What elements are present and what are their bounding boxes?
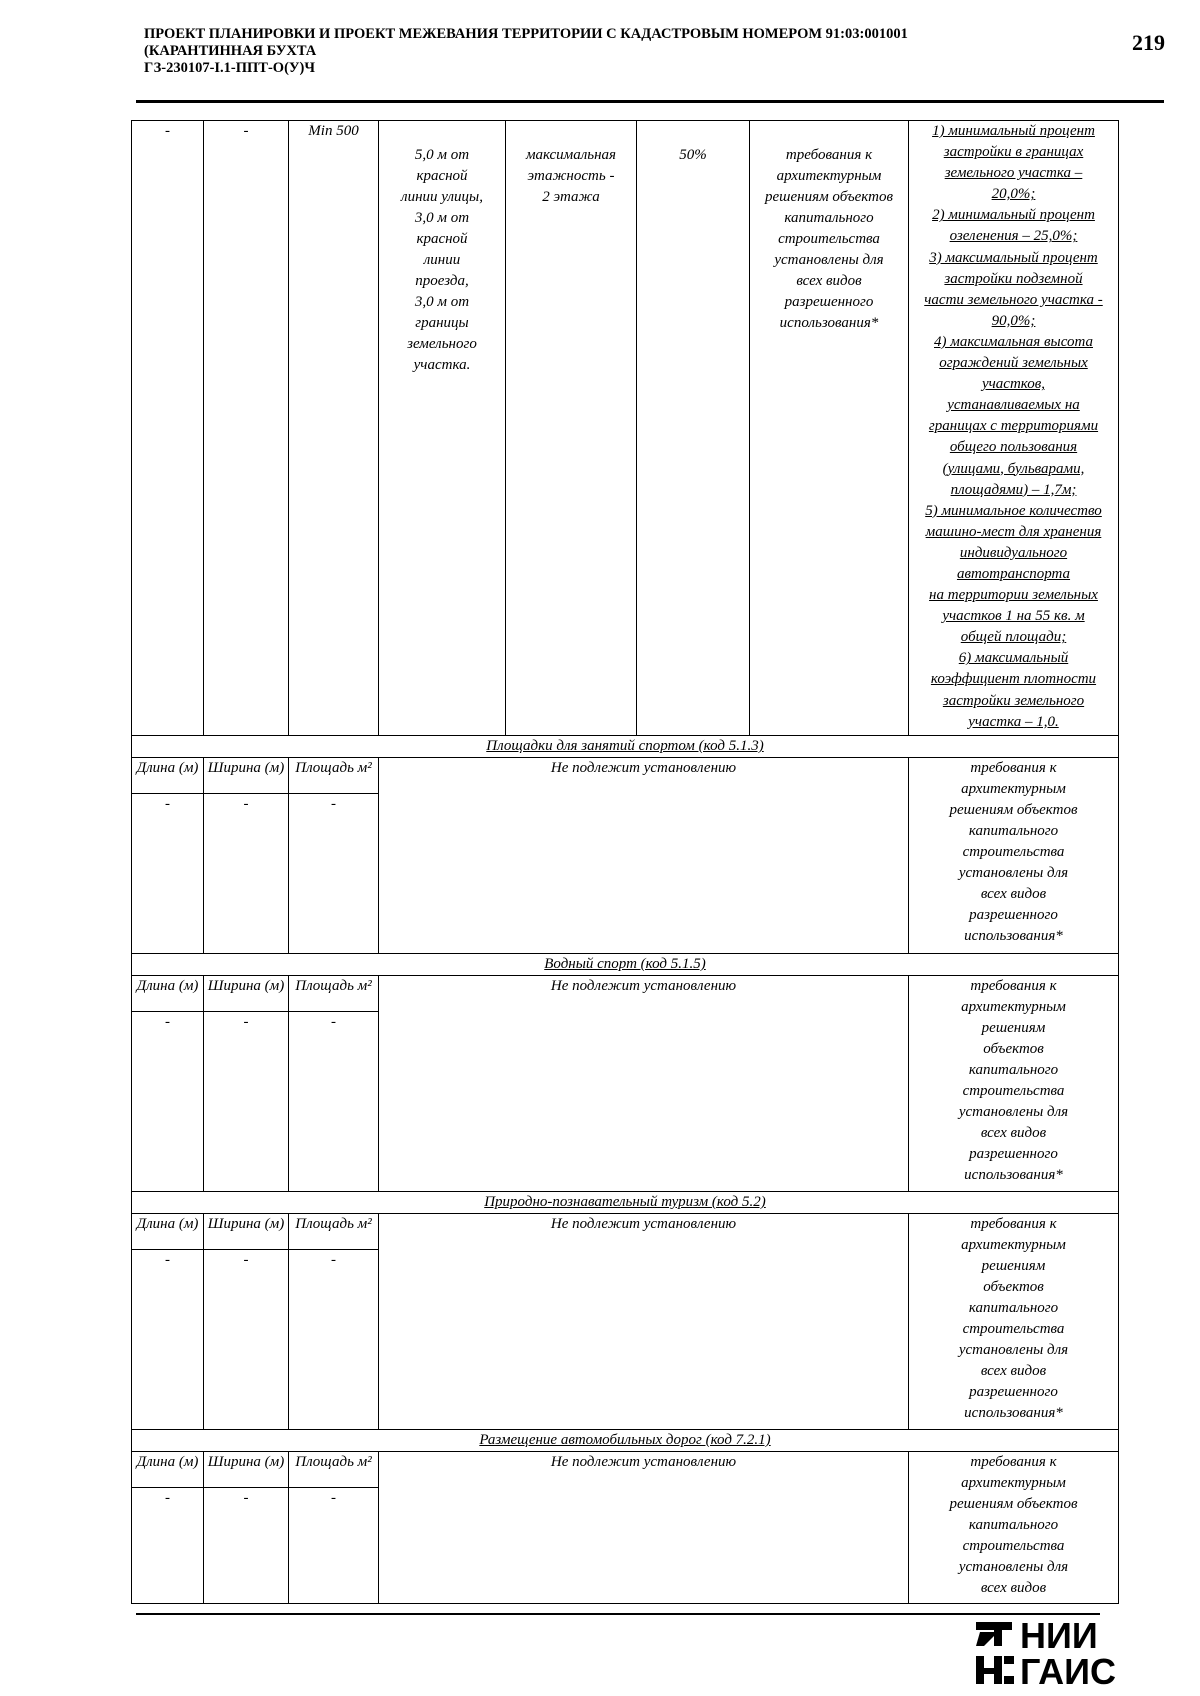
cell-width: - xyxy=(204,1250,289,1430)
logo-text-top: НИИ xyxy=(1020,1618,1098,1656)
cell-not-subject: Не подлежит установлению xyxy=(379,1452,909,1604)
text-line: застройки в границах xyxy=(943,144,1084,161)
section-title: Площадки для занятий спортом (код 5.1.3) xyxy=(132,736,1119,758)
text-line: капитального xyxy=(968,1300,1059,1316)
cell-area: Min 500 xyxy=(289,121,379,736)
text-line: всех видов xyxy=(980,1125,1047,1141)
cell-not-subject: Не подлежит установлению xyxy=(379,1214,909,1430)
logo-text-bottom: ГАИС xyxy=(1020,1651,1117,1688)
text-line: озеленения – 25,0%; xyxy=(949,228,1078,245)
text-line: требования к xyxy=(970,760,1057,776)
cell-length: - xyxy=(132,121,204,736)
col-header-length: Длина (м) xyxy=(132,1214,204,1250)
text-line: требования к xyxy=(970,978,1057,994)
text-line: установлены для xyxy=(958,865,1069,881)
text-line: автотранспорта xyxy=(956,565,1071,582)
text-line: 1) минимальный процент xyxy=(932,123,1095,139)
text-line: строительства xyxy=(962,1538,1065,1554)
text-line: архитектурным xyxy=(961,1475,1066,1491)
text-line: максимальная xyxy=(525,147,617,163)
cell-length: - xyxy=(132,794,204,954)
text-line: требования к xyxy=(970,1216,1057,1232)
text-line: земельного xyxy=(407,336,477,352)
text-line: разрешенного xyxy=(969,1384,1058,1400)
cell-area: - xyxy=(289,794,379,954)
document-header xyxy=(144,26,1104,77)
regulations-table xyxy=(131,120,1119,1604)
cell-other-parameters xyxy=(909,121,1119,736)
text-line: 3) максимальный процент xyxy=(929,249,1098,266)
text-line: использования* xyxy=(964,928,1063,944)
text-line: линии улицы, xyxy=(401,189,483,205)
cell-arch-requirements xyxy=(909,976,1119,1192)
footer-rule xyxy=(136,1613,1100,1615)
cell-width: - xyxy=(204,1488,289,1604)
text-line: объектов xyxy=(983,1279,1044,1295)
text-line: установлены для xyxy=(958,1104,1069,1120)
text-line: машино-мест для хранения xyxy=(925,523,1102,540)
cell-length: - xyxy=(132,1488,204,1604)
section-title: Водный спорт (код 5.1.5) xyxy=(132,954,1119,976)
text-line: использования* xyxy=(964,1405,1063,1421)
text-line: разрешенного xyxy=(969,907,1058,923)
text-line: 4) максимальная высота xyxy=(934,333,1093,350)
cell-arch-requirements xyxy=(909,1452,1119,1604)
text-line: общей площади; xyxy=(960,629,1067,646)
section-title-row xyxy=(132,736,1119,758)
text-line: 3,0 м от xyxy=(414,210,470,226)
text-line: участка – 1,0. xyxy=(968,713,1059,730)
col-header-length: Длина (м) xyxy=(132,976,204,1012)
text-line: капитального xyxy=(968,1062,1059,1078)
cell-area: - xyxy=(289,1250,379,1430)
col-header-length: Длина (м) xyxy=(132,1452,204,1488)
col-header-width: Ширина (м) xyxy=(204,976,289,1012)
text-line: разрешенного xyxy=(784,294,874,310)
cell-floors xyxy=(506,121,637,736)
text-line: застройки земельного xyxy=(942,692,1085,709)
text-line: капитального xyxy=(784,210,874,226)
table-row xyxy=(132,121,1119,736)
text-line: установлены для xyxy=(958,1559,1069,1575)
text-line: 90,0%; xyxy=(991,312,1036,329)
text-line: границы xyxy=(415,315,469,331)
table-row xyxy=(132,758,1119,794)
text-line: всех видов xyxy=(980,886,1047,902)
cell-coverage: 50% xyxy=(637,121,750,736)
cell-width: - xyxy=(204,1012,289,1192)
text-line: требования к xyxy=(970,1454,1057,1470)
text-line: строительства xyxy=(962,844,1065,860)
col-header-width: Ширина (м) xyxy=(204,1452,289,1488)
text-line: решениям xyxy=(981,1258,1046,1274)
cell-area: - xyxy=(289,1488,379,1604)
text-line: архитектурным xyxy=(776,168,882,184)
cell-length: - xyxy=(132,1012,204,1192)
text-line: участков, xyxy=(981,376,1045,393)
text-line: 5) минимальное количество xyxy=(925,502,1102,519)
section-title-row xyxy=(132,1192,1119,1214)
col-header-width: Ширина (м) xyxy=(204,1214,289,1250)
section-title-row xyxy=(132,1430,1119,1452)
text-line: (улицами, бульварами, xyxy=(942,460,1085,477)
text-line: всех видов xyxy=(980,1580,1047,1596)
text-line: ограждений земельных xyxy=(939,355,1088,372)
text-line: установлены для xyxy=(958,1342,1069,1358)
col-header-width: Ширина (м) xyxy=(204,758,289,794)
text-line: этажность - xyxy=(527,168,615,184)
section-title: Размещение автомобильных дорог (код 7.2.1) xyxy=(132,1430,1119,1452)
text-line: земельного участка – xyxy=(944,165,1083,182)
text-line: общего пользования xyxy=(949,439,1078,456)
cell-setback xyxy=(379,121,506,736)
text-line: установлены для xyxy=(774,252,884,268)
text-line: границах с территориями xyxy=(928,418,1099,435)
text-line: 20,0%; xyxy=(991,186,1036,203)
text-line: индивидуального xyxy=(959,544,1068,561)
text-line: капитального xyxy=(968,823,1059,839)
cell-length: - xyxy=(132,1250,204,1430)
page-number: 219 xyxy=(1132,30,1165,55)
text-line: объектов xyxy=(983,1041,1044,1057)
header-line-3: ГЗ-230107-I.1-ППТ-О(У)Ч xyxy=(144,60,316,76)
text-line: красной xyxy=(416,231,468,247)
text-line: участков 1 на 55 кв. м xyxy=(942,608,1085,625)
text-line: 6) максимальный xyxy=(958,650,1069,667)
text-line: части земельного участка - xyxy=(924,291,1103,308)
text-line: решениям объектов xyxy=(765,189,893,205)
text-line: всех видов xyxy=(980,1363,1047,1379)
text-line: 3,0 м от xyxy=(414,294,470,310)
cell-not-subject: Не подлежит установлению xyxy=(379,758,909,954)
text-line: строительства xyxy=(962,1083,1065,1099)
text-line: решениям xyxy=(981,1020,1046,1036)
text-line: разрешенного xyxy=(969,1146,1058,1162)
col-header-length: Длина (м) xyxy=(132,758,204,794)
col-header-area: Площадь м² xyxy=(289,1452,379,1488)
section-title-row xyxy=(132,954,1119,976)
cell-arch-requirements xyxy=(909,758,1119,954)
text-line: застройки подземной xyxy=(944,270,1083,287)
text-line: использования* xyxy=(779,315,879,331)
table-row xyxy=(132,976,1119,1012)
text-line: 2 этажа xyxy=(542,189,600,205)
text-line: строительства xyxy=(962,1321,1065,1337)
text-line: всех видов xyxy=(796,273,862,289)
text-line: красной xyxy=(416,168,468,184)
col-header-area: Площадь м² xyxy=(289,758,379,794)
text-line: коэффициент плотности xyxy=(930,671,1097,688)
table-row xyxy=(132,1452,1119,1488)
section-title: Природно-познавательный туризм (код 5.2) xyxy=(132,1192,1119,1214)
table-row xyxy=(132,1214,1119,1250)
header-line-2: (КАРАНТИННАЯ БУХТА xyxy=(144,43,317,59)
cell-arch-requirements xyxy=(750,121,909,736)
text-line: участка. xyxy=(413,357,471,373)
niigais-logo xyxy=(974,1618,1154,1688)
text-line: 5,0 м от xyxy=(414,147,470,163)
text-line: на территории земельных xyxy=(929,587,1098,604)
header-rule xyxy=(136,100,1164,103)
col-header-area: Площадь м² xyxy=(289,976,379,1012)
text-line: площадями) – 1,7м; xyxy=(950,481,1077,498)
cell-width: - xyxy=(204,121,289,736)
text-line: решениям объектов xyxy=(949,802,1078,818)
text-line: устанавливаемых на xyxy=(947,397,1080,414)
text-line: архитектурным xyxy=(961,999,1066,1015)
text-line: строительства xyxy=(778,231,880,247)
cell-not-subject: Не подлежит установлению xyxy=(379,976,909,1192)
text-line: капитального xyxy=(968,1517,1059,1533)
text-line: решениям объектов xyxy=(949,1496,1078,1512)
cell-width: - xyxy=(204,794,289,954)
text-line: 2) минимальный процент xyxy=(932,207,1095,224)
cell-arch-requirements xyxy=(909,1214,1119,1430)
text-line: проезда, xyxy=(415,273,469,289)
text-line: линии xyxy=(423,252,461,268)
text-line: использования* xyxy=(964,1167,1063,1183)
header-line-1: ПРОЕКТ ПЛАНИРОВКИ И ПРОЕКТ МЕЖЕВАНИЯ ТЕРРИТОРИИ С КАДАСТРОВЫМ НОМЕРОМ 91:03:001001 xyxy=(144,26,908,42)
text-line: требования к xyxy=(785,147,873,163)
cell-area: - xyxy=(289,1012,379,1192)
text-line: архитектурным xyxy=(961,1237,1066,1253)
text-line: архитектурным xyxy=(961,781,1066,797)
col-header-area: Площадь м² xyxy=(289,1214,379,1250)
